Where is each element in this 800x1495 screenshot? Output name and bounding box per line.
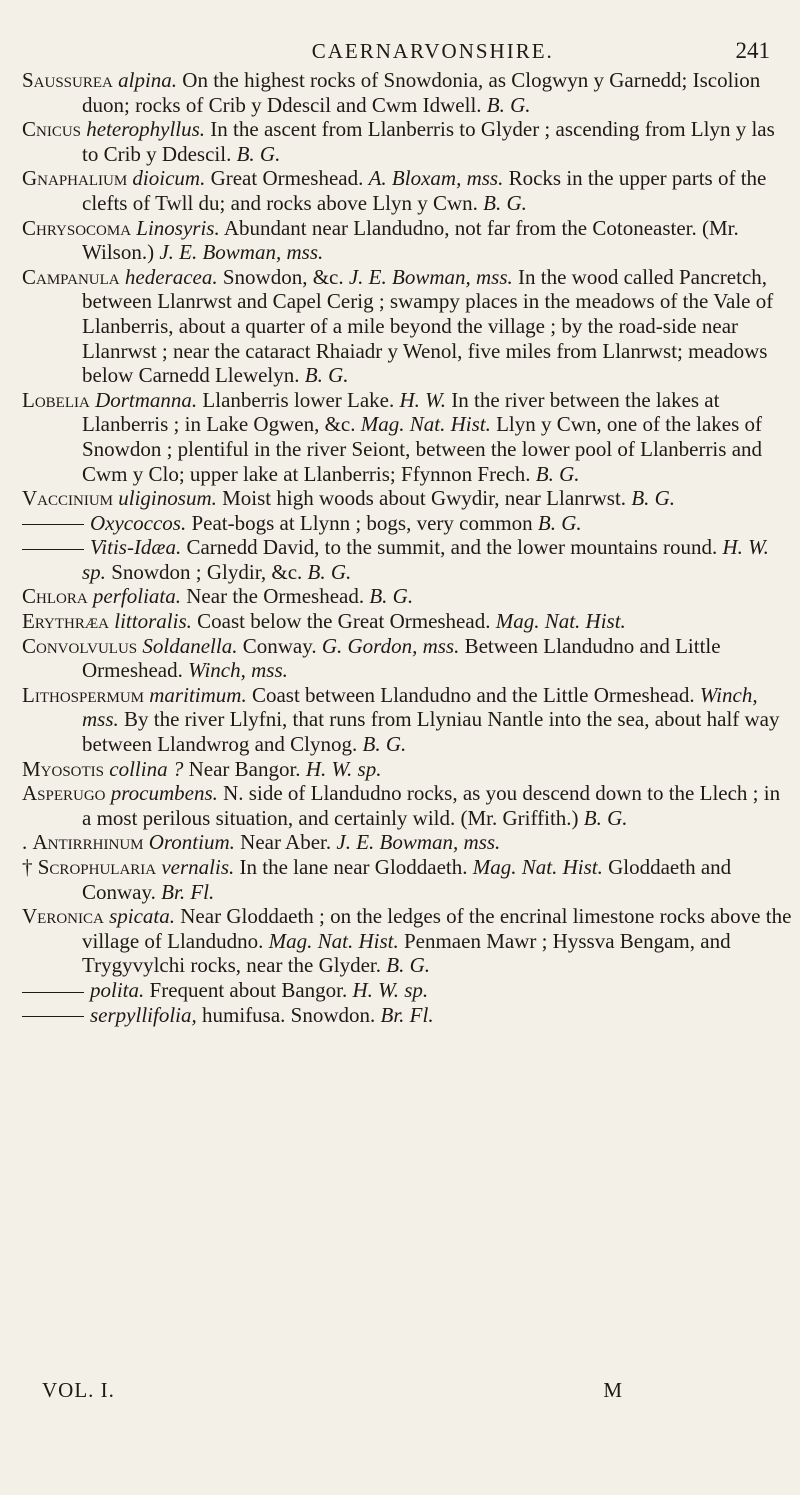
authority: B. G. — [386, 953, 431, 978]
locality-text: Carnedd David, to the summit, and the lower mountains round. — [186, 535, 723, 560]
locality-text: Gloddaeth and Conway. — [82, 855, 732, 904]
species-entry — [22, 117, 794, 166]
authority: G. Gordon, mss. — [321, 633, 460, 658]
authority: B. G. — [307, 559, 352, 584]
species-name: alpina. — [118, 68, 178, 92]
authority: H. W. sp. — [305, 756, 382, 781]
locality-text: Frequent about Bangor. — [149, 977, 353, 1002]
species-entry — [22, 904, 794, 978]
locality-text: Coast between Llandudno and the Little Ormeshead. — [251, 682, 700, 707]
species-entry — [22, 609, 794, 634]
species-name: perfoliata. — [92, 584, 182, 609]
genus-name: Saussurea — [22, 68, 113, 92]
locality-text: In the lane near Gloddaeth. — [239, 855, 473, 879]
species-entry — [22, 535, 794, 584]
authority: B. G. — [583, 805, 628, 830]
species-name: heterophyllus. — [86, 117, 206, 142]
authority: B. G. — [362, 732, 407, 757]
genus-name: Vaccinium — [22, 486, 114, 511]
authority: Winch, mss. — [82, 682, 758, 732]
species-name: collina ? — [109, 756, 184, 781]
genus-name: Cnicus — [22, 117, 82, 142]
authority: B. G. — [369, 584, 414, 609]
locality-text: Great Ormeshead. — [210, 166, 369, 191]
locality-text: Moist high woods about Gwydir, near Llanrwst. — [222, 486, 632, 511]
genus-name: Gnaphalium — [22, 166, 128, 191]
authority: J. E. Bowman, mss. — [348, 264, 513, 289]
species-name: uliginosum. — [118, 486, 217, 511]
species-entry — [22, 757, 794, 782]
species-name: Orontium. — [148, 830, 235, 855]
species-entry — [22, 388, 794, 486]
authority: Mag. Nat. Hist. — [472, 855, 603, 879]
species-entry — [22, 584, 794, 609]
locality-text: Penmaen Mawr ; Hyssva Bengam, and Trygyvylchi rocks, near the Glyder. — [82, 928, 731, 978]
entry-prefix: † — [22, 855, 38, 879]
locality-text: Peat-bogs at Llynn ; bogs, very common — [191, 510, 538, 535]
genus-name: Convolvulus — [22, 633, 138, 658]
species-name: procumbens. — [110, 781, 218, 806]
species-entry — [22, 511, 794, 536]
ditto-dash — [22, 1016, 84, 1017]
genus-name: Chrysocoma — [22, 215, 132, 240]
species-name: maritimum. — [149, 682, 247, 707]
species-name: Dortmanna. — [95, 387, 198, 412]
locality-text: Near Gloddaeth ; on the ledges of the encrinal limestone rocks above the village of Llandudno. — [82, 904, 792, 953]
authority: Br. Fl. — [161, 879, 215, 904]
authority: B. G. — [483, 190, 527, 215]
authority: Winch, mss. — [188, 658, 288, 683]
species-name: Soldanella. — [142, 633, 238, 658]
entry-list — [22, 68, 794, 1027]
locality-text: N. side of Llandudno rocks, as you descend down to the Llech ; in a most perilous situation, and certainly wild. (Mr. Griffith.) — [82, 781, 781, 830]
species-name: polita. — [90, 977, 145, 1002]
locality-text: In the ascent from Llanberris to Glyder ; ascending from Llyn y las to Crib y Ddescil. — [82, 117, 775, 166]
species-entry — [22, 855, 794, 904]
species-name: littoralis. — [114, 609, 192, 634]
locality-text: Near the Ormeshead. — [186, 584, 370, 609]
locality-text: Near Aber. — [240, 830, 337, 855]
locality-text: Abundant near Llandudno, not far from the Cotoneaster. (Mr. Wilson.) — [82, 215, 739, 265]
genus-name: Campanula — [22, 264, 120, 289]
species-entry — [22, 634, 794, 683]
locality-text: Between Llandudno and Little Ormeshead. — [82, 633, 721, 683]
authority: B. G. — [537, 510, 582, 535]
page-header — [130, 38, 770, 64]
genus-name: Asperugo — [22, 781, 106, 806]
authority: Mag. Nat. Hist. — [268, 928, 399, 953]
locality-text: Rocks in the upper parts of the clefts of Twll du; and rocks above Llyn y Cwn. — [82, 166, 767, 215]
locality-text: In the wood called Pancretch, between Llanrwst and Capel Cerig ; swampy places in the meadows of the Vale of Llanberris, about a quarter of a mile beyond the village ; by the road-side near Llanrwst ; near the cataract Rhaiadr y Wenol, five miles from Llanrwst; meadows below Carnedd Llewelyn. — [82, 264, 774, 388]
genus-name: Scrophularia — [37, 855, 157, 879]
species-entry — [22, 978, 794, 1003]
authority: B. G. — [535, 461, 580, 486]
signature-mark: M — [603, 1378, 622, 1402]
authority: J. E. Bowman, mss. — [159, 240, 324, 265]
locality-text: Conway. — [242, 633, 322, 658]
species-entry — [22, 265, 794, 388]
species-name: Vitis-Idæa. — [90, 535, 182, 560]
authority: H. W. — [399, 387, 446, 412]
locality-text: Snowdon ; Glydir, &c. — [105, 559, 308, 584]
species-entry — [22, 68, 794, 117]
genus-name: Veronica — [22, 904, 104, 929]
authority: H. W. sp. — [352, 977, 429, 1002]
species-entry — [22, 166, 794, 215]
species-entry — [22, 486, 794, 511]
authority: B. G. — [304, 363, 349, 388]
species-name: Linosyris. — [136, 215, 220, 240]
locality-text: Llyn y Cwn, one of the lakes of Snowdon ; plentiful in the river Seiont, between the lower pool of Llanberris and Cwm y Clo; upper lake at Llanberris; Ffynnon Frech. — [82, 412, 763, 486]
species-name: dioicum. — [132, 166, 206, 191]
locality-text: Near Bangor. — [188, 756, 306, 781]
species-entry — [22, 683, 794, 757]
running-head: CAERNARVONSHIRE. — [311, 39, 554, 63]
ditto-dash — [22, 992, 84, 993]
locality-text: On the highest rocks of Snowdonia, as Clogwyn y Garnedd; Iscolion duon; rocks of Crib y Ddescil and Cwm Idwell. — [82, 68, 761, 117]
ditto-dash — [22, 549, 84, 550]
authority: H. W. sp. — [82, 535, 769, 584]
species-entry — [22, 830, 794, 855]
volume-marker: VOL. I. — [42, 1378, 115, 1402]
species-name: Oxycoccos. — [90, 510, 187, 535]
species-name: vernalis. — [161, 855, 235, 879]
genus-name: Myosotis — [22, 756, 105, 781]
species-entry — [22, 216, 794, 265]
locality-text: By the river Llyfni, that runs from Llyniau Nantle into the sea, about half way between Llandwrog and Clynog. — [82, 707, 780, 757]
ditto-dash — [22, 524, 84, 525]
genus-name: Erythræa — [22, 609, 110, 634]
locality-text: Coast below the Great Ormeshead. — [197, 609, 496, 634]
genus-name: Lithospermum — [22, 682, 145, 707]
genus-name: Lobelia — [22, 387, 90, 412]
locality-text: humifusa. Snowdon. — [202, 1002, 381, 1027]
species-entry — [22, 781, 794, 830]
genus-name: Antirrhinum — [32, 830, 144, 855]
authority: Br. Fl. — [380, 1002, 434, 1027]
authority: A. Bloxam, mss. — [368, 166, 504, 191]
authority: J. E. Bowman, mss. — [336, 830, 501, 855]
authority: Mag. Nat. Hist. — [360, 412, 491, 437]
species-name: hederacea. — [124, 264, 218, 289]
entry-prefix: . — [22, 830, 33, 855]
authority: Mag. Nat. Hist. — [495, 609, 626, 634]
locality-text: In the river between the lakes at Llanberris ; in Lake Ogwen, &c. — [82, 387, 720, 437]
species-entry — [22, 1003, 794, 1028]
species-name: spicata. — [109, 904, 176, 929]
locality-text: Snowdon, &c. — [222, 264, 349, 289]
locality-text: Llanberris lower Lake. — [202, 387, 400, 412]
authority: B. G. — [236, 141, 281, 166]
page-number: 241 — [735, 38, 770, 63]
genus-name: Chlora — [22, 584, 88, 609]
species-name: serpyllifolia, — [90, 1002, 197, 1027]
authority: B. G. — [486, 92, 531, 117]
authority: B. G. — [631, 486, 676, 511]
page-footer — [42, 1378, 622, 1403]
